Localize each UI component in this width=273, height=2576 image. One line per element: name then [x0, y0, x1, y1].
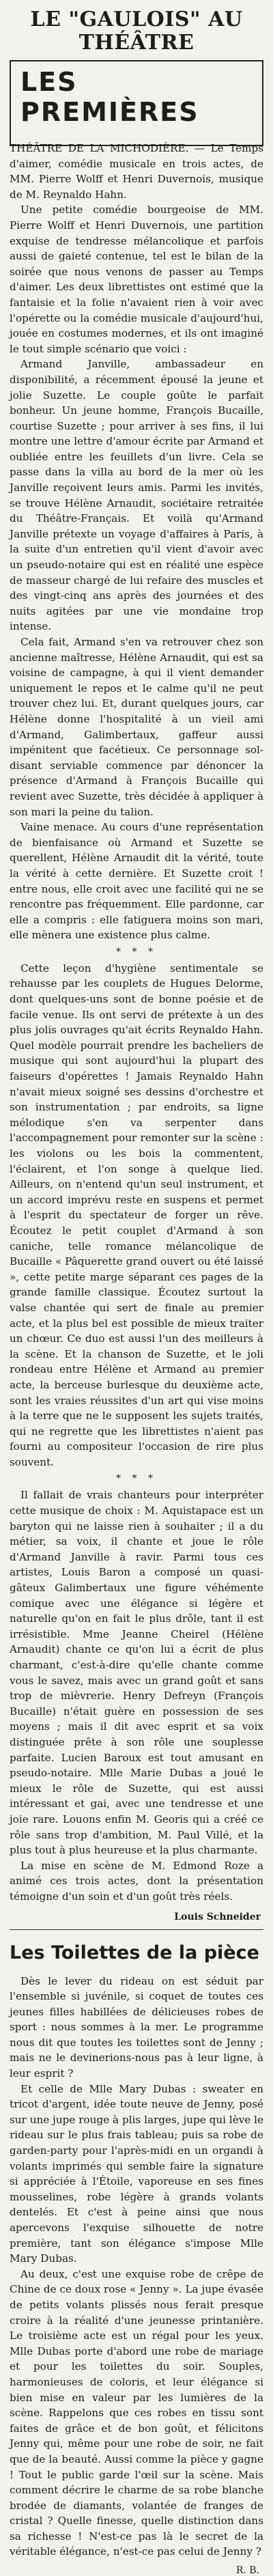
article-paragraph: La mise en scène de M. Edmond Roze a animé ces trois actes, dont la présentation témoigne d'un soin et d'un goût très réels.: [10, 1858, 263, 1905]
toilettes-article: [10, 1974, 263, 2576]
article-paragraph: Dès le lever du rideau on est séduit par l'ensemble si juvénile, si coquet de toutes ces jeunes filles habillées de délicieuses robes de sport : nous sommes à la mer. Le programme nous dit que toutes les toilettes sont de Jenny ; mais ne le devinerions-nous pas à leur ligne, à leur esprit ?: [10, 1974, 263, 2082]
section-separator: * * *: [10, 946, 263, 958]
article-paragraph: Armand Janville, ambassadeur en disponibilité, a récemment épousé la jeune et jolie Suzette. Le couple goûte le parfait bonheur. Un jeune homme, François Bucaille, courtise Suzette ; pour arriver à ses fins, il lui montre une lettre d'amour écrite par Armand et oubliée entre les feuillets d'un livre. Cela se passe dans la villa au bord de la mer où les Janville reçoivent leurs amis. Parmi les invités, se trouve Hélène Arnaudit, sociétaire retraitée du Théâtre-Français. Et voilà qu'Armand Janville prétexte un voyage d'affaires à Paris, à la suite d'un entretien qu'il vient d'avoir avec un pseudo-notaire qui est en réalité une espèce de masseur chargé de lui refaire des muscles et des vingt-cinq ans après des journées et des nuits agitées par une vie mondaine trop intense.: [10, 356, 263, 634]
article-paragraph: Au deux, c'est une exquise robe de crêpe de Chine de ce doux rose « Jenny ». La jupe évasée de petits volants plissés nous ferait presque croire à la réalité d'une jeunesse printanière. Le troisième acte est un régal pour les yeux. Mlle Dubas porte d'abord une robe de mariage et pour les toilettes du soir. Souples, harmonieuses de coloris, et leur élégance si bien mise en valeur par les lumières de la scène. Rappelons que ces robes en tissu sont faites de grâce et de bon goût, et félicitons Jenny qui, même pour une robe de soir, ne fait que de la beauté. Aussi comme la pièce y gagne ! Tout le public garde l'œil sur la scène. Mais comment décrire le charme de sa robe blanche brodée de diamants, volantée de franges de cristal ? Quelle finesse, quelle distinction dans sa richesse ! N'est-ce pas là le secret de la véritable élégance, n'est-ce pas celui de Jenny ?: [10, 2267, 263, 2560]
article-intro: THÉÂTRE DE LA MICHODIÈRE. — Le Temps d'aimer, comédie musicale en trois actes, de MM. Pierre Wolff et Henri Duvernois, musique de M. Reynaldo Hahn.: [10, 141, 263, 202]
section-separator: * * *: [10, 1472, 263, 1485]
article-paragraph: Une petite comédie bourgeoise de MM. Pierre Wolff et Henri Duvernois, une partition exquise de tendresse mélancolique et parfois aussi de gaieté contenue, tel est le bilan de la soirée que nous venons de passer au Temps d'aimer. Les deux librettistes ont estimé que la fantaisie et la folie n'avaient rien à voir avec l'opérette ou la comédie musicale d'aujourd'hui, jouée en costumes modernes, et ils ont imaginé le tout simple scénario que voici :: [10, 202, 263, 356]
article-signature: Louis Schneider: [10, 1912, 261, 1922]
premieres-heading: LES PREMIÈRES: [16, 67, 257, 127]
article-paragraph: Il fallait de vrais chanteurs pour interpréter cette musique de choix : M. Aquistapace est un baryton qui ne laisse rien à souhaiter ; il a du métier, sa voix, il chante et joue le rôle d'Armand Janville à ravir. Parmi tous ces artistes, Louis Baron a composé un quasi-gâteux Galimbertaux une figure véhémente comique avec une élégance si légère et naturelle qu'on en fait le plus drôle, tant il est irrésistible. Mme Jeanne Cheirel (Hélène Arnaudit) chante ce qu'on lui a écrit de plus charmant, c'est-à-dire qu'elle chante comme vous le savez, mais avec un grand goût et sans trop de mièvrerie. Henry Defreyn (François Bucaille) n'était guère en possession de ses moyens ; mais il dit avec esprit et sa voix distinguée prête à son rôle une souplesse parfaite. Lucien Baroux est tout amusant en pseudo-notaire. Mlle Marie Dubas a joué le mieux le rôle de Suzette, qui est aussi intéressant et gai, avec une tendresse et une joie rare. Louons enfin M. Georis qui a créé ce rôle sans trop d'ambition, M. Paul Villé, et la plus tout à plus heureuse et la plus charmante.: [10, 1487, 263, 1858]
article-paragraph: Cette leçon d'hygiène sentimentale se rehausse par les couplets de Hugues Delorme, dont quelques-uns sont de bonne poésie et de facile venue. Ils ont servi de prétexte à un des plus jolis ouvrages qu'ait écrits Reynaldo Hahn. Quel modèle pourrait prendre les bacheliers de musique qui sont aujourd'hui la plupart des faiseurs d'opérettes ! Jamais Reynaldo Hahn n'avait mieux soigné ses dessins d'orchestre et son instrumentation ; par endroits, sa ligne mélodique s'en va serpenter dans l'accompagnement pour remonter sur la scène : les violons ou les bois la commentent, l'éclairent, et l'on songe à quelque lied. Ailleurs, on n'entend qu'un seul instrument, et un accord imprévu reste en suspens et permet à l'esprit du spectateur de forger un rêve. Écoutez le petit couplet d'Armand à son caniche, telle romance mélancolique de Bucaille « Pâquerette grand ouvert ou été laissé », cette petite marge séparant ces pages de la grande famille classique. Écoutez surtout la valse chantée qui sert de finale au premier acte, et la plus bel est possible de mieux traiter un chœur. Ce duo est aussi l'un des meilleurs à la scène. Et la chanson de Suzette, et le joli rondeau entre Hélène et Armand au premier acte, la berceuse burlesque du deuxième acte, sont les vraies réussites d'un art qui vise moins à la terre que ne le supposent les sujets traités, qui ne regrette que les librettistes n'aient pas fourni au compositeur l'occasion de rire plus souvent.: [10, 961, 263, 1470]
article-paragraph: Vaine menace. Au cours d'une représentation de bienfaisance où Armand et Suzette se querellent, Hélène Arnaudit dit la vérité, toute la vérité à cette dernière. Et Suzette croit ! entre nous, elle croit avec une facilité qui ne se rencontre pas fréquemment. Elle pardonne, car elle a compris : elle fatiguera moins son mari, elle mènera une existence plus calme.: [10, 820, 263, 943]
article-paragraph: Cela fait, Armand s'en va retrouver chez son ancienne maîtresse, Hélène Arnaudit, qui est sa voisine de campagne, à qui il vient demander uniquement le repos et le calme qu'il ne peut trouver chez lui. Et, durant quelques jours, car Hélène donne l'hospitalité à un vieil ami d'Armand, Galimbertaux, gaffeur aussi impénitent que facétieux. Ce personnage sol-disant serviable commence par dénoncer la présence d'Armand à François Bucaille qui revient avec Suzette, très décidée à appliquer à son mari la peine du talion.: [10, 634, 263, 820]
premieres-article: [10, 141, 263, 1922]
rubric-title: LE "GAULOIS" AU THÉÂTRE: [10, 8, 263, 55]
article-paragraph: Et celle de Mlle Mary Dubas : sweater en tricot d'argent, idée toute neuve de Jenny, posé sur une jupe rouge à plis larges, jupe qui lève le rideau sur le plus frais tableau; puis sa robe de garden-party pour l'après-midi en un organdi à volants imprimés qui semble faire la signature si appréciée à l'Étoile, vaporeuse en ses fines mousselines, robe légère à grands volants dentelés. Et c'est à peine ainsi que nous apercevons l'exquise silhouette de notre première, tant son élégance s'impose Mlle Mary Dubas.: [10, 2082, 263, 2267]
divider: [10, 1929, 263, 1930]
toilettes-heading: Les Toilettes de la pièce: [10, 1942, 263, 1964]
premieres-box: [10, 60, 263, 146]
article-signature: R. B.: [10, 2565, 259, 2576]
